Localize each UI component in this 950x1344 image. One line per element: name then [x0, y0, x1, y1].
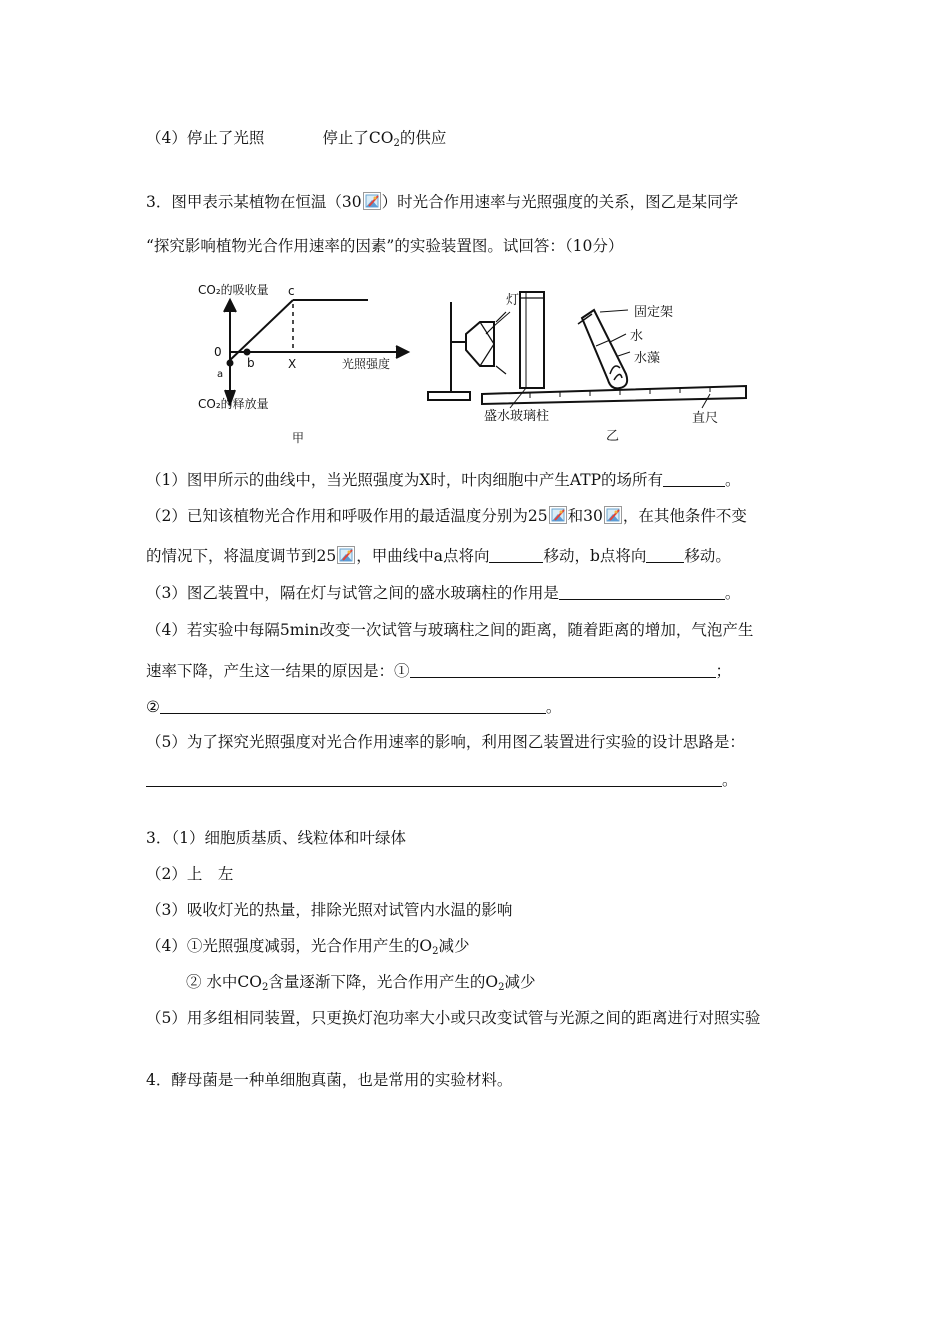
- q3-sub2-line1: （2）已知该植物光合作用和呼吸作用的最适温度分别为25 和30 ，在其他条件不变: [146, 507, 747, 525]
- test-tube: [582, 310, 627, 388]
- apparatus-yi: [428, 292, 746, 408]
- q3-sub4-line2: 速率下降，产生这一结果的原因是：① ；: [146, 662, 732, 680]
- answer-blank: [646, 546, 684, 563]
- graph-point-c: c: [288, 284, 295, 298]
- graph-point-b: b: [247, 356, 255, 370]
- label-lamp: 灯: [506, 293, 520, 308]
- question-3-line-2: “探究影响植物光合作用速率的因素”的实验装置图。试回答：（10分）: [146, 237, 624, 255]
- experiment-figure: [190, 282, 760, 448]
- graph-point-x: X: [288, 357, 297, 371]
- answer-blank: [489, 546, 543, 563]
- answer-3-4a: （4）①光照强度减弱，光合作用产生的$O_2$减少: [146, 937, 470, 957]
- question-4: 4．酵母菌是一种单细胞真菌，也是常用的实验材料。: [146, 1071, 513, 1089]
- stand-base: [428, 392, 470, 400]
- answer-3-3: （3）吸收灯光的热量，排除光照对试管内水温的影响: [146, 901, 513, 919]
- q3-sub5-line2: 。: [146, 770, 738, 790]
- answer-blank: [559, 583, 725, 600]
- answer-3-5: （5）用多组相同装置，只更换灯泡功率大小或只改变试管与光源之间的距离进行对照实验: [146, 1009, 761, 1027]
- q3-sub4-line3: ② 。: [146, 698, 562, 716]
- label-holder: 固定架: [634, 305, 674, 320]
- answer-blank: [146, 770, 722, 787]
- label-column: 盛水玻璃柱: [484, 409, 550, 424]
- graph-point-a: a: [217, 369, 224, 380]
- graph-caption-jia: 甲: [292, 431, 305, 445]
- question-3-line-1: 3．图甲表示某植物在恒温（30 ）时光合作用速率与光照强度的关系，图乙是某同学: [146, 193, 739, 211]
- q3-sub5-line1: （5）为了探究光照强度对光合作用速率的影响，利用图乙装置进行实验的设计思路是：: [146, 733, 745, 751]
- graph-xlabel: 光照强度: [342, 357, 391, 371]
- answer-3-1: 3．（1）细胞质基质、线粒体和叶绿体: [146, 829, 406, 847]
- q3-sub2-line2: 的情况下，将温度调节到25 ，甲曲线中a点将向 移动，b点将向 移动。: [146, 547, 731, 565]
- broken-image-icon: [604, 506, 622, 524]
- answer-3-4b: ② 水中$CO_2$含量逐渐下降，光合作用产生的$O_2$减少: [186, 973, 536, 993]
- graph-caption-yi: 乙: [606, 429, 620, 444]
- point-b: [245, 350, 250, 355]
- graph-jia: [224, 300, 408, 404]
- y-axis-arrow: [224, 300, 236, 312]
- label-water: 水: [630, 329, 644, 344]
- q3-sub1: （1）图甲所示的曲线中，当光照强度为X时，叶肉细胞中产生ATP的场所有 。: [146, 471, 741, 489]
- glass-column: [520, 292, 544, 388]
- q3-sub4-line1: （4）若实验中每隔5min改变一次试管与玻璃柱之间的距离，随着距离的增加，气泡产生: [146, 621, 754, 639]
- x-axis-arrow: [396, 346, 408, 358]
- label-plant: 水藻: [634, 351, 661, 366]
- point-a: [228, 361, 233, 366]
- graph-origin: 0: [214, 345, 222, 359]
- answer-3-2: （2）上 左: [146, 865, 234, 883]
- answer-line-2-4: （4）停止了光照 停止了$CO_2$的供应: [146, 129, 447, 149]
- q3-sub3: （3）图乙装置中，隔在灯与试管之间的盛水玻璃柱的作用是 。: [146, 584, 741, 602]
- broken-image-icon: [549, 506, 567, 524]
- label-ruler: 直尺: [692, 411, 719, 426]
- graph-ylabel-top: CO₂的吸收量: [198, 283, 269, 297]
- broken-image-icon: [337, 546, 355, 564]
- answer-blank: [160, 697, 546, 714]
- broken-image-icon: [363, 192, 381, 210]
- answer-blank: [663, 470, 725, 487]
- graph-ylabel-bottom: CO₂的释放量: [198, 397, 269, 411]
- lamp-icon: [466, 322, 494, 366]
- answer-blank: [410, 661, 716, 678]
